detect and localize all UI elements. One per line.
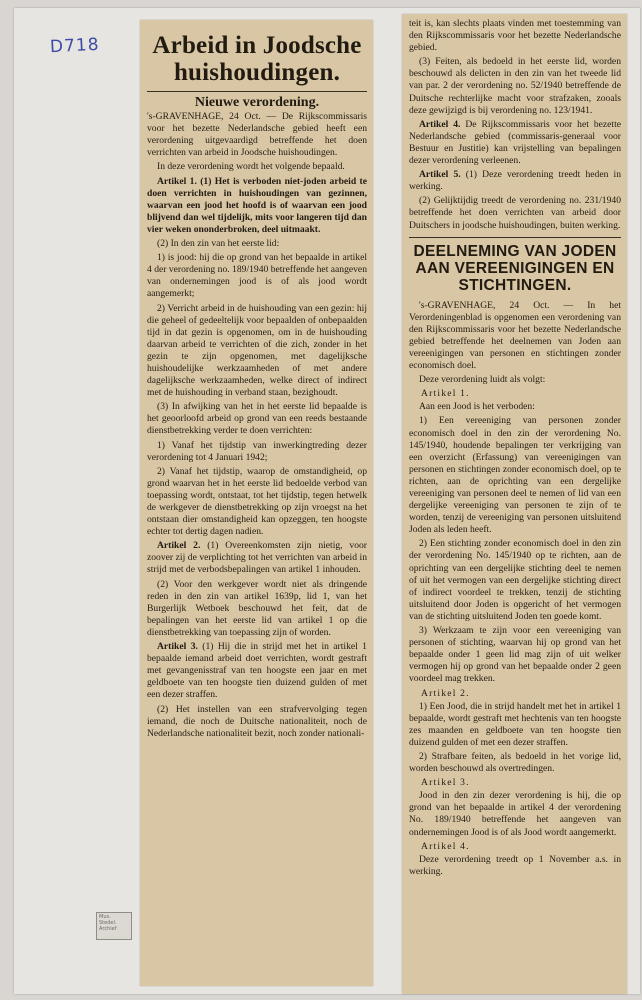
archive-sheet: [14, 8, 640, 994]
paragraph: (3) In afwijking van het in het eerste lid bepaalde is het geoorloofd arbeid op grond van een reeds bestaande dienstbetrekking verder te doen verrichten:: [147, 401, 367, 437]
divider: [147, 91, 367, 92]
paragraph: 1) is jood: hij die op grond van het bepaalde in artikel 4 der verordening no. 189/1940 betreffende het aangeven van ondernemingen jood is of als jood wordt aangemerkt;: [147, 252, 367, 300]
article-number: Artikel 3.: [421, 777, 470, 789]
archive-stamp: Mus. Stedel. Archief: [96, 912, 132, 940]
paragraph: (2) In den zin van het eerste lid:: [157, 238, 280, 250]
second-article-body: [409, 300, 621, 878]
second-article-headline: DEELNEMING VAN JODEN AAN VEREENIGINGEN EN STICHTINGEN.: [413, 242, 617, 294]
paragraph: 3) Werkzaam te zijn voor een vereeniging van personen of stichting, waarvan hij op grond van het bepaalde onder 1 geen lid mag zijn of uit welker vermogen hij op grond van het bepaalde onder 2 geen voordeel mag trekken.: [409, 625, 621, 685]
paragraph: (2) Gelijktijdig treedt de verordening no. 231/1940 betreffende het doen verrichten van arbeid door Duitschers in joodsche huishoudingen, buiten werking.: [409, 195, 621, 231]
paragraph: 1) Een vereeniging van personen zonder economisch doel in den zin der verordening No. 145/1940, houdende bepalingen ter verkrijging van een overzicht (Erfassung) van vereenigingen van personen en stichtingen zonder economisch doel, op te richten, aan de oprichting van een dergelijke vereeniging van personen deel te nemen of lid van een dergelijke vereeniging van personen te zijn of te worden, tenzij de vereeniging van personen uitsluitend Joden als leden heeft.: [409, 415, 621, 536]
paragraph-text: (1) Deze verordening treedt heden in werking.: [409, 169, 621, 193]
handwritten-annotation: D718: [49, 34, 101, 58]
paragraph: 2) Een stichting zonder economisch doel in den zin der verordening No. 145/1940 op te richten, aan de oprichting van een dergelijke stichting deel te nemen of uit het vermogen van een dergelijke stichting direct of indirect voordeel te trekken, tenzij de stichting uitsluitend door Joden is opgericht of het vermogen van de stichting uitsluitend Joden ten goede komt.: [409, 538, 621, 622]
paragraph: Artikel 1. (1) Het is verboden niet-joden arbeid te doen verrichten in huishoudingen van gezinnen, waarvan een jood het hoofd is of waarvan een jood blijvend dan wel tijdelijk, mits voor langeren tijd dan vier weken ononderbroken, deel uitmaakt.: [147, 175, 367, 235]
article-number: Artikel 4.: [421, 840, 470, 852]
paragraph: (2) Voor den werkgever wordt niet als dringende reden in den zin van artikel 1639p, lid 1, van het Burgerlijk Wetboek beschouwd het feit, dat de bepalingen van het eerste lid van artikel 1 op die dienstbetrekking van toepassing zijn of worden.: [147, 578, 367, 638]
paragraph: [409, 169, 621, 193]
paragraph: 1) Vanaf het tijdstip van inwerkingtreding dezer verordening tot 4 Januari 1942;: [147, 439, 367, 463]
divider: [409, 237, 621, 238]
article-label: Artikel 3.: [157, 641, 198, 653]
article-label: Artikel 5.: [419, 169, 461, 181]
article-number: Artikel 1.: [421, 388, 470, 400]
paragraph: 2) Verricht arbeid in de huishouding van een gezin: hij die geheel of gedeeltelijk voor bepaalden of onbepaalden tijd in dat gezin is opgenomen, om in de huishouding daarvan arbeid te verrichten of die zich, zonder in het gezin te zijn opgenomen, met dagelijksche huishoudelijke werkzaamheden of met andere dagelijksche werkzaamheden, welke direct of indirect met de huishouding in verband staan, bezighoudt.: [147, 302, 367, 399]
paragraph-text: (1) Hij die in strijd met het in artikel 1 bepaalde iemand arbeid doet verrichten, wordt gestraft met gevangenisstraf van ten hoogste een jaar en met geldboete van ten hoogste tien duizend gulden of met een dezer straffen.: [147, 641, 367, 701]
paragraph: [147, 540, 367, 576]
paragraph: 's-GRAVENHAGE, 24 Oct. — In het Verordeningenblad is opgenomen een verordening van den Rijkscommissaris voor het bezette Nederlandsche gebied betreffende het deelnemen van Joden aan vereenigingen van personen en stichtingen zonder economisch doel.: [409, 299, 621, 372]
paragraph: 2) Strafbare feiten, als bedoeld in het vorige lid, worden beschouwd als overtredingen.: [409, 750, 621, 775]
article-label: Artikel 4.: [419, 118, 461, 130]
paragraph: [409, 119, 621, 167]
article-body-left: [147, 111, 367, 740]
clipping-right-column: [402, 14, 627, 994]
paragraph: Aan een Jood is het verboden:: [419, 401, 535, 413]
article-number: Artikel 2.: [421, 687, 470, 699]
article-headline: Arbeid in Joodsche huishoudingen.: [152, 32, 362, 86]
paragraph: Deze verordening treedt op 1 November a.s. in werking.: [409, 853, 621, 877]
paragraph-text: (1) Overeenkomsten zijn nietig, voor zoover zij de verplichting tot het verrichten van arbeid in strijd met de verbodsbepalingen van artikel 1 inhouden.: [147, 540, 367, 576]
paragraph: teit is, kan slechts plaats vinden met toestemming van den Rijkscommissaris voor het bezette Nederlandsche gebied.: [409, 18, 621, 54]
paragraph: [147, 641, 367, 701]
article-label: Artikel 2.: [157, 540, 201, 552]
paragraph: 2) Vanaf het tijdstip, waarop de omstandigheid, op grond waarvan het in het eerste lid bedoelde verbod van toepassing wordt, ontstaat, tot het tijdstip, tegen hetwelk de werkgever de dienstbetrekking op zijn vroegst na het ontstaan dier omstandigheid kan opzeggen, ten hoogste echter tot dertig dagen nadien.: [147, 465, 367, 538]
paragraph: 's-GRAVENHAGE, 24 Oct. — De Rijkscommissaris voor het bezette Nederlandsche gebied heeft een verordening uitgevaardigd betreffende het doen verrichten van arbeid in Joodsche huishoudingen.: [147, 111, 367, 159]
paragraph: (2) Het instellen van een strafvervolging tegen iemand, die noch de Duitsche nationaliteit, noch de Nederlandsche nationaliteit bezit, noch zonder nationali-: [147, 703, 367, 739]
clipping-left-column: [140, 20, 373, 986]
paragraph: In deze verordening wordt het volgende bepaald.: [157, 161, 345, 173]
paragraph: Jood in den zin dezer verordening is hij, die op grond van het bepaalde in artikel 4 der verordening No. 189/1940 betreffende het aangeven van ondernemingen Jood is of als Jood wordt aangemerkt.: [409, 790, 621, 838]
article-subheading: Nieuwe verordening.: [194, 95, 320, 110]
paragraph: Deze verordening luidt als volgt:: [419, 374, 546, 386]
paragraph: (3) Feiten, als bedoeld in het eerste lid, worden beschouwd als delicten in den zin van het tweede lid van par. 2 der verordening no. 52/1940 betreffende de Duitsche rechterlijke macht voor strafzaken, zooals deze gewijzigd is bij verordening no. 123/1941.: [409, 56, 621, 116]
paragraph-text: De Rijkscommissaris voor het bezette Nederlandsche gebied (commissaris-generaal voor Bestuur en Justitie) kan vrijstelling van bepalingen dezer verordening verleenen.: [409, 118, 621, 167]
article-body-right-continued: [409, 18, 621, 232]
paragraph: 1) Een Jood, die in strijd handelt met het in artikel 1 bepaalde, wordt gestraft met hechtenis van ten hoogste zes maanden en geldboete van ten hoogste tien duizend gulden of met een dezer straffen.: [409, 700, 621, 748]
